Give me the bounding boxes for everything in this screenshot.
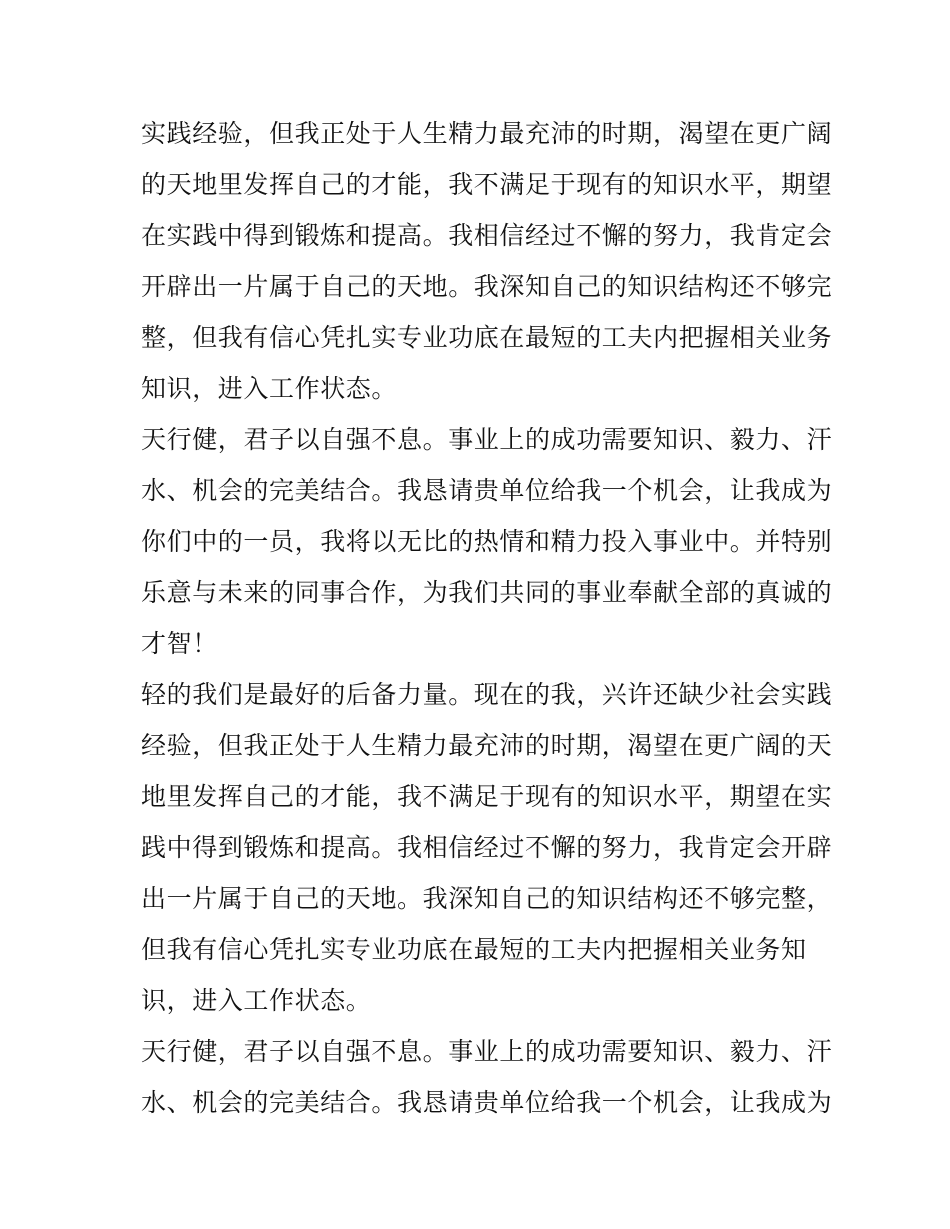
text-line: 实践经验，但我正处于人生精力最充沛的时期，渴望在更广阔: [141, 119, 833, 148]
text-line: 轻的我们是最好的后备力量。现在的我，兴许还缺少社会实践: [141, 680, 833, 709]
text-line: 但我有信心凭扎实专业功底在最短的工夫内把握相关业务知: [141, 935, 807, 964]
text-line: 乐意与未来的同事合作，为我们共同的事业奉献全部的真诚的: [141, 578, 833, 607]
text-line: 在实践中得到锻炼和提高。我相信经过不懈的努力，我肯定会: [141, 221, 833, 250]
text-line: 识，进入工作状态。: [141, 986, 372, 1015]
text-line: 的天地里发挥自己的才能，我不满足于现有的知识水平，期望: [141, 170, 833, 199]
text-line: 水、机会的完美结合。我恳请贵单位给我一个机会，让我成为: [141, 476, 833, 505]
text-line: 才智！: [141, 629, 218, 658]
text-line: 天行健，君子以自强不息。事业上的成功需要知识、毅力、汗: [141, 425, 833, 454]
text-line: 整，但我有信心凭扎实专业功底在最短的工夫内把握相关业务: [141, 323, 833, 352]
text-line: 开辟出一片属于自己的天地。我深知自己的知识结构还不够完: [141, 272, 833, 301]
text-line: 你们中的一员，我将以无比的热情和精力投入事业中。并特别: [141, 527, 833, 556]
text-line: 水、机会的完美结合。我恳请贵单位给我一个机会，让我成为: [141, 1088, 833, 1117]
text-line: 出一片属于自己的天地。我深知自己的知识结构还不够完整，: [141, 884, 833, 913]
text-line: 经验，但我正处于人生精力最充沛的时期，渴望在更广阔的天: [141, 731, 833, 760]
text-line: 天行健，君子以自强不息。事业上的成功需要知识、毅力、汗: [141, 1037, 833, 1066]
text-line: 践中得到锻炼和提高。我相信经过不懈的努力，我肯定会开辟: [141, 833, 833, 862]
text-line: 知识，进入工作状态。: [141, 374, 398, 403]
text-line: 地里发挥自己的才能，我不满足于现有的知识水平，期望在实: [141, 782, 833, 811]
body-text: [141, 108, 833, 1128]
